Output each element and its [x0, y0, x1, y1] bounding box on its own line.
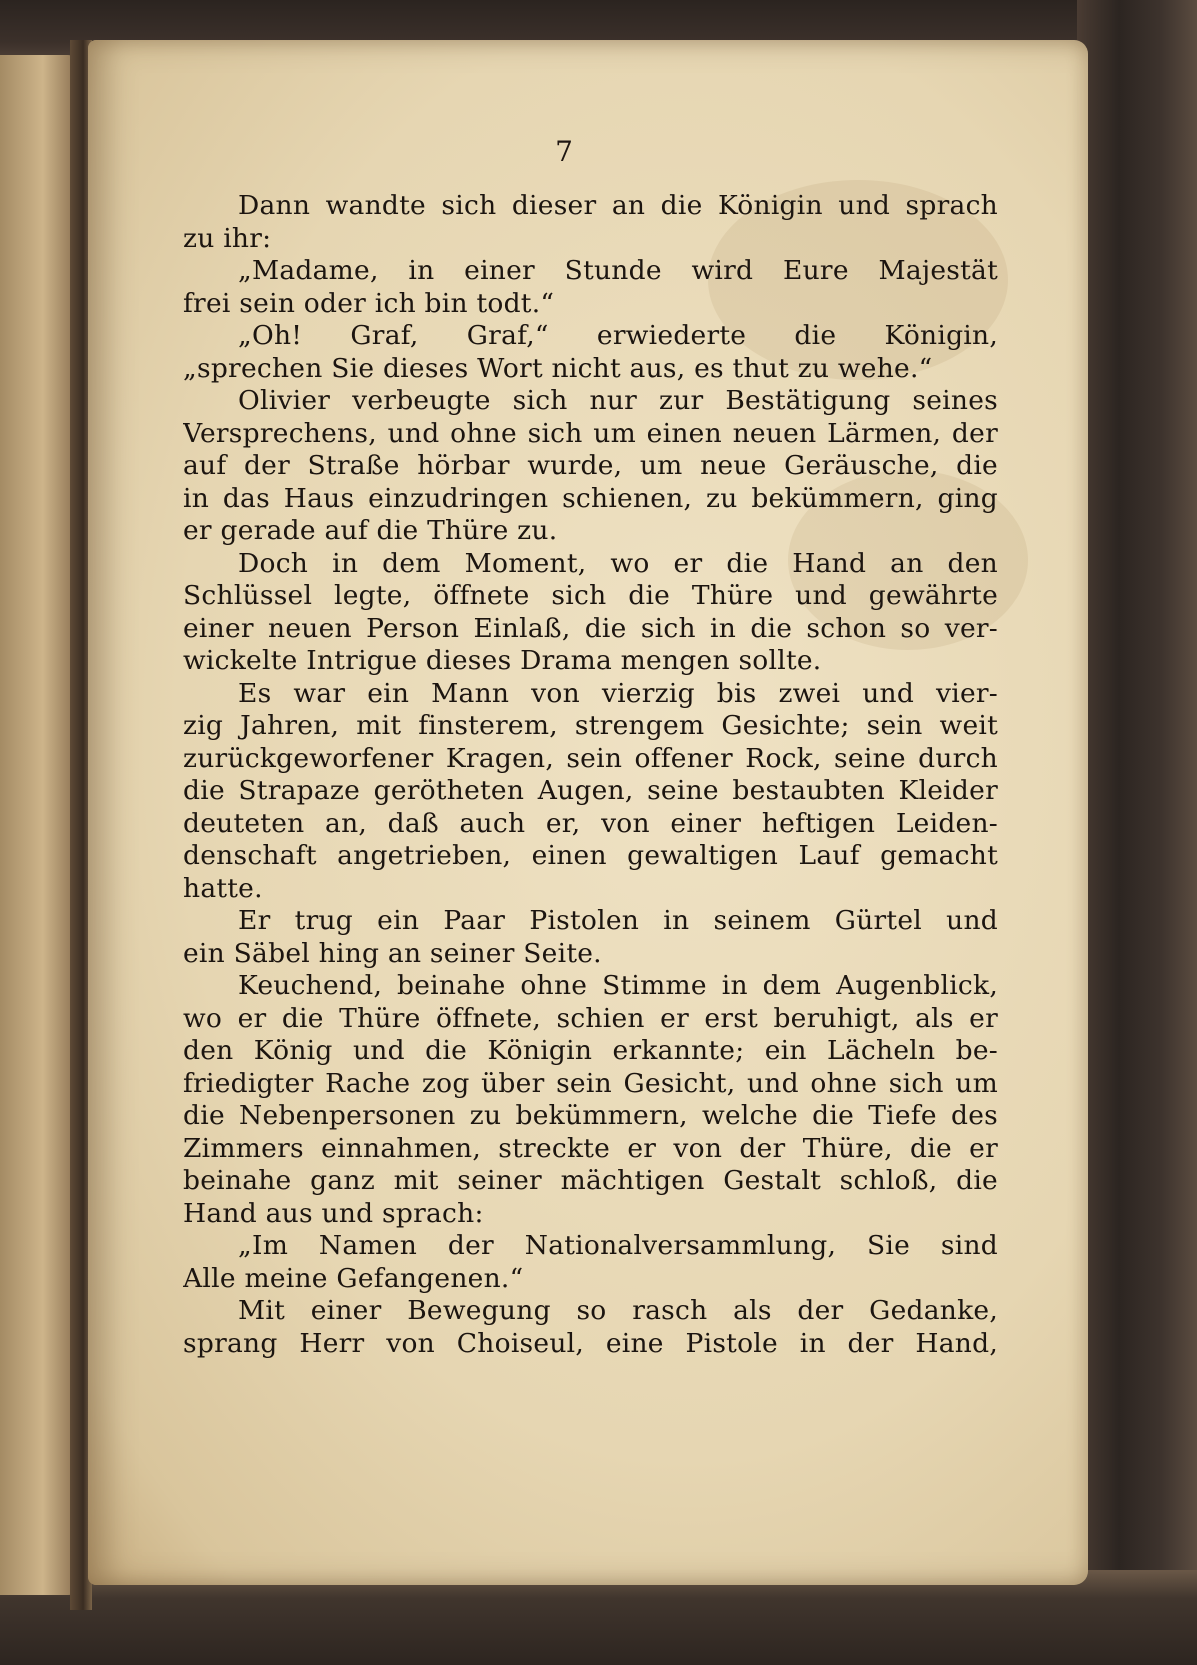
text-line: zu ihr:	[183, 222, 272, 254]
text-line: Dann wandte sich dieser an die Königin und sprach	[238, 190, 998, 221]
text-line: auf der Straße hörbar wurde, um neue Geräusche, die	[183, 450, 998, 481]
text-line: frei sein oder ich bin todt.“	[183, 287, 555, 319]
text-line: Es war ein Mann von vierzig bis zwei und vier-	[238, 677, 998, 709]
text-line: er gerade auf die Thüre zu.	[183, 515, 558, 546]
text-line: einer neuen Person Einlaß, die sich in die schon so ver-	[183, 612, 998, 644]
text-line: beinahe ganz mit seiner mächtigen Gestalt schloß, die	[183, 1165, 998, 1196]
text-line: „Im Namen der Nationalversammlung, Sie sind	[238, 1230, 998, 1261]
text-line: „sprechen Sie dieses Wort nicht aus, es thut zu wehe.“	[183, 352, 933, 384]
text-line: Olivier verbeugte sich nur zur Bestätigung seines	[238, 385, 998, 416]
text-line: Alle meine Gefangenen.“	[183, 1262, 524, 1294]
text-line: „Madame, in einer Stunde wird Eure Majestät	[238, 255, 998, 286]
text-line: den König und die Königin erkannte; ein Lächeln be-	[183, 1035, 998, 1066]
text-line: friedigter Rache zog über sein Gesicht, und ohne sich um	[183, 1067, 998, 1099]
text-line: wo er die Thüre öffnete, schien er erst beruhigt, als er	[183, 1002, 998, 1034]
left-page-edge	[0, 55, 78, 1595]
page-number: 7	[555, 135, 573, 168]
text-line: Hand aus und sprach:	[183, 1197, 484, 1229]
text-line: Schlüssel legte, öffnete sich die Thüre und gewährte	[183, 580, 998, 611]
text-line: die Nebenpersonen zu bekümmern, welche die Tiefe des	[183, 1100, 998, 1131]
text-line: Keuchend, beinahe ohne Stimme in dem Augenblick,	[238, 970, 998, 1001]
text-line: wickelte Intrigue dieses Drama mengen sollte.	[183, 645, 822, 676]
text-line: sprang Herr von Choiseul, eine Pistole in der Hand,	[183, 1327, 998, 1359]
page-text-block	[183, 190, 998, 1360]
text-line: deuteten an, daß auch er, von einer heftigen Leiden-	[183, 807, 998, 839]
text-line: zig Jahren, mit finsterem, strengem Gesichte; sein weit	[183, 710, 998, 741]
text-line: Zimmers einnahmen, streckte er von der Thüre, die er	[183, 1132, 998, 1164]
text-line: „Oh! Graf, Graf,“ erwiederte die Königin,	[238, 320, 998, 351]
book-cover-right-edge	[1077, 0, 1197, 1665]
text-line: denschaft angetrieben, einen gewaltigen Lauf gemacht	[183, 840, 998, 871]
text-line: Er trug ein Paar Pistolen in seinem Gürtel und	[238, 905, 998, 936]
text-line: hatte.	[183, 872, 263, 904]
text-line: zurückgeworfener Kragen, sein offener Rock, seine durch	[183, 742, 998, 774]
text-line: Versprechens, und ohne sich um einen neuen Lärmen, der	[183, 417, 998, 449]
text-line: ein Säbel hing an seiner Seite.	[183, 937, 602, 969]
text-line: Doch in dem Moment, wo er die Hand an den	[238, 547, 998, 579]
text-line: Mit einer Bewegung so rasch als der Gedanke,	[238, 1295, 998, 1326]
text-line: in das Haus einzudringen schienen, zu bekümmern, ging	[183, 482, 998, 514]
book-page	[88, 40, 1088, 1585]
text-line: die Strapaze gerötheten Augen, seine bestaubten Kleider	[183, 775, 998, 806]
